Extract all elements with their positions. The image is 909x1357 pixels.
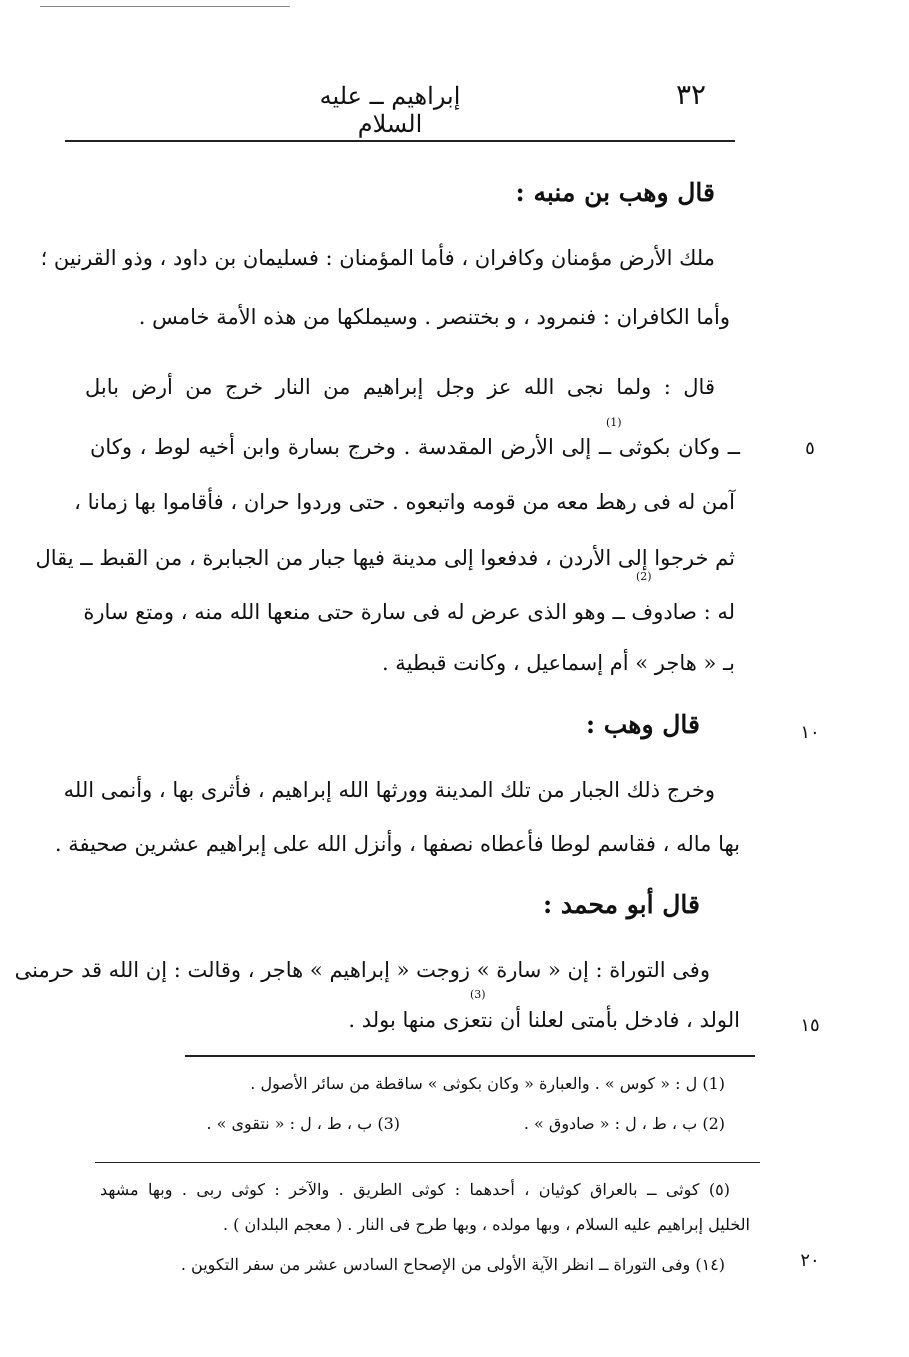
footnote-3: (3) ب ، ط ، ل : « نتقوى » .: [206, 1114, 400, 1133]
text-line: وفى التوراة : إن « سارة » زوجت « إبراهيم » هاجر ، وقالت : إن الله قد حرمنى: [14, 958, 710, 982]
text-line: وأما الكافران : فنمرود ، و بختنصر . وسيملكها من هذه الأمة خامس .: [138, 305, 730, 329]
text-line: آمن له فى رهط معه من قومه واتبعوه . حتى وردوا حران ، فأقاموا بها زمانا ،: [74, 490, 735, 514]
page-number: ٣٢: [676, 78, 707, 111]
text-line: وخرج ذلك الجبار من تلك المدينة وورثها الله إبراهيم ، فأثرى بها ، وأنمى الله: [63, 778, 715, 802]
line-number: ١٠: [800, 722, 820, 743]
line-number: ٢٠: [800, 1250, 820, 1271]
text-line: له : صادوف ــ وهو الذى عرض له فى سارة حتى منعها الله منه ، ومتع سارة: [83, 600, 735, 624]
text-line: ثم خرجوا إلى الأردن ، فدفعوا إلى مدينة فيها جبار من الجبابرة ، من القبط ــ يقال: [35, 546, 735, 570]
top-edge-rule: [40, 6, 290, 7]
text-line: بها ماله ، فقاسم لوطا فأعطاه نصفها ، وأنزل الله على إبراهيم عشرين صحيفة .: [54, 832, 740, 856]
note-marker-1: (1): [606, 416, 622, 429]
section-heading-wahb-2: قال وهب :: [585, 710, 700, 739]
endnote-5-continued: الخليل إبراهيم عليه السلام ، وبها مولده ، وبها طرح فى النار . ( معجم البلدان ) .: [223, 1215, 750, 1234]
note-marker-3: (3): [470, 988, 486, 1001]
endnote-5: (٥) كوثى ــ بالعراق كوثيان ، أحدهما : كوثى الطريق . والآخر : كوثى ربى . وبها مشهد: [100, 1180, 730, 1199]
endnote-separator: [95, 1162, 760, 1163]
text-line: الولد ، فادخل بأمتى لعلنا أن نتعزى منها بولد .: [348, 1008, 740, 1032]
section-heading-abu-muhammad: قال أبو محمد :: [543, 890, 700, 919]
footnote-1: (1) ل : « كوس » . والعبارة « وكان بكوثى » ساقطة من سائر الأصول .: [250, 1074, 725, 1093]
footnote-separator: [185, 1055, 755, 1057]
text-line: ملك الأرض مؤمنان وكافران ، فأما المؤمنان : فسليمان بن داود ، وذو القرنين ؛: [40, 246, 715, 270]
footnote-2: (2) ب ، ط ، ل : « صادوق » .: [523, 1114, 725, 1133]
note-marker-2: (2): [636, 570, 652, 583]
text-line: ــ وكان بكوثى ــ إلى الأرض المقدسة . وخرج بسارة وابن أخيه لوط ، وكان: [90, 435, 740, 459]
running-title: إبراهيم ــ عليه السلام: [319, 82, 461, 138]
line-number: ٥: [805, 438, 815, 459]
text-line: بـ « هاجر » أم إسماعيل ، وكانت قبطية .: [381, 651, 735, 675]
header-rule: [65, 140, 735, 142]
text-line: قال : ولما نجى الله عز وجل إبراهيم من النار خرج من أرض بابل: [85, 375, 715, 399]
line-number: ١٥: [800, 1015, 820, 1036]
section-heading-wahb: قال وهب بن منبه :: [515, 178, 715, 207]
endnote-14: (١٤) وفى التوراة ــ انظر الآية الأولى من الإصحاح السادس عشر من سفر التكوين .: [180, 1255, 725, 1274]
